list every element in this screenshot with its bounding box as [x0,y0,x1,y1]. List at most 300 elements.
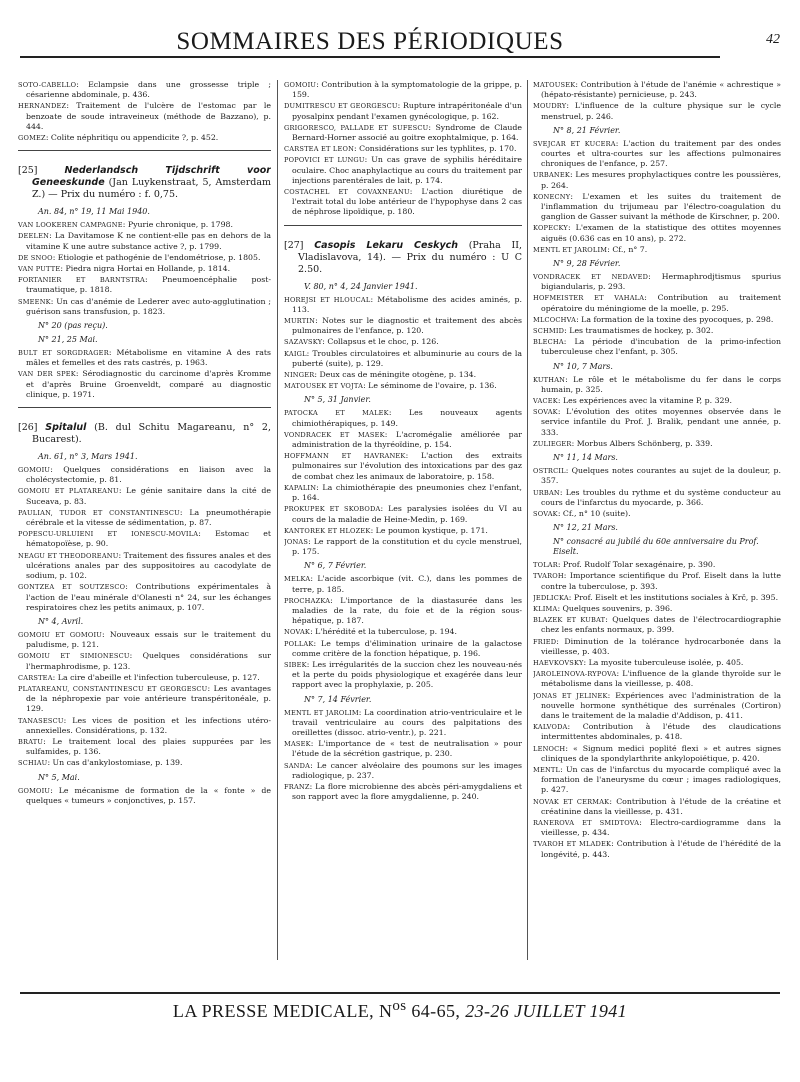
entry-authors: HAEVKOVSKY [533,658,584,667]
entry-authors: MENTL [533,765,561,774]
entry-authors: SCHIAU [18,759,48,768]
entry-authors: OSTRCIL [533,467,566,476]
entry-authors: PAULIAN, TUDOR ET CONSTANTINESCU [18,508,180,517]
article-entry [284,349,522,369]
entry-title: : Les irrégularités de la succion chez les nouveau-nés et la perte du poids physiologique et exagérée dans leur rapport avec la prophylaxie, p. 205. [292,659,522,690]
entry-authors: BLECHA [533,338,564,347]
entry-authors: KAPALIN [284,483,317,492]
article-entry [284,483,522,503]
entry-authors: VONDRACEK ET NEDAVED [533,273,649,282]
entry-authors: FRIED [533,637,557,646]
entry-title: : L'examen de la statistique des ottites moyennes aiguës (0.636 cas en 10 ans), p. 272. [541,223,781,243]
article-entry [284,101,522,121]
column-2 [284,80,522,803]
article-entry [284,316,522,336]
article-entry [533,615,781,635]
entry-authors: JONAS ET JELINEK [533,691,608,700]
entry-title: : La flore microbienne des abcès péri-amygdaliens et son rapport avec la flore amygdalienne, p. 240. [292,781,522,802]
entry-authors: MURTIN [284,317,316,326]
entry-authors: MATOUSEK ET VOJTA [284,382,364,391]
entry-title: : Troubles circulatoires et albuminurie au cours de la puberté (suite), p. 129. [292,348,522,368]
entry-authors: DEELEN [18,232,50,241]
article-entry [533,818,781,838]
entry-title: : Le séminome de l'ovaire, p. 136. [363,381,497,391]
entry-authors: HOFFMANN ET HAVRANEK [284,452,406,461]
article-entry [533,396,781,406]
article-entry [18,253,271,263]
article-entry [284,639,522,659]
column-3 [533,80,781,861]
article-entry [18,297,271,317]
entry-title: : Contributions expérimentales à l'action de l'eau minérale d'Olanesti n° 24, sur les échanges respiratoires chez les petits animaux, p. 107. [26,582,271,612]
entry-authors: VONDRACEK ET MASEK [284,430,385,439]
entry-title: : Un cas grave de syphilis héréditaire oculaire. Choc anaphylactique au cours du traitement par injections parentérales de lait, p. 174. [292,155,522,185]
entry-title: : Quelques considérations sur l'hermaphrodisme, p. 123. [26,651,271,671]
entry-title: : La pneumothérapie cérébrale et la vitesse de sédimentation, p. 87. [26,507,271,528]
entry-title: : L'évolution des otites moyennes observée dans le service infantile du Prof. J. Bralik, pendant une année, p. 333. [541,407,781,437]
entry-authors: GOMOIU [18,786,51,795]
entry-authors: GOMOIU [284,81,317,89]
entry-authors: COSTACHEL ET COVAXNEANU [284,188,410,197]
entry-authors: VACEK [533,397,558,406]
page-footer [20,992,780,1022]
entry-authors: SIBEK [284,660,307,669]
entry-authors: GOMOIU [18,466,51,475]
article-entry [533,509,781,519]
entry-authors: JEDLICKA [533,593,569,602]
entry-authors: GONTZEA ET SOUTZESCO [18,583,126,592]
article-entry [533,293,781,313]
article-entry [18,275,271,295]
entry-title: : Morbus Albers Schönberg, p. 339. [571,438,713,448]
article-entry [284,782,522,802]
entry-title: : Le temps d'élimination urinaire de la galactose comme critère de la fonction hépatique, p. 196. [292,638,522,658]
column-divider [527,80,528,960]
article-entry [533,571,781,591]
entry-title: : Les traumatismes de hockey, p. 302. [564,326,714,336]
article-entry [533,604,781,614]
entry-authors: POPESCU-URLUIENI ET IONESCU-MOVILA [18,530,199,539]
journal-name: Spitalul [45,422,87,434]
article-entry [18,786,271,806]
article-entry [18,508,271,528]
section-divider [284,225,522,226]
entry-authors: VAN PUTTE [18,265,61,274]
entry-title: : La période d'incubation de la primo-infection tuberculeuse chez l'enfant, p. 305. [541,337,781,357]
entry-title: : Les mesures prophylactiques contre les poussières, p. 264. [541,170,781,190]
entry-authors: TANASESCU [18,716,64,725]
article-entry [284,187,522,218]
footer-text [20,998,780,1022]
article-entry [18,101,271,132]
entry-title: : Prof. Rudolf Tolar sexagénaire, p. 390. [557,560,716,570]
entry-authors: SAZAVSKY [284,338,323,347]
entry-title: : L'hérédité et la tuberculose, p. 194. [310,627,457,637]
entry-title: : Etiologie et pathogénie de l'endométriose, p. 1805. [52,252,261,262]
entry-title: : Les expériences avec la vitamine P, p. 329. [557,396,732,406]
article-entry [18,369,271,400]
entry-title: : Le génie sanitaire dans la cité de Suceava, p. 83. [26,486,271,506]
article-entry [18,529,271,549]
entry-title: : Importance scientifique du Prof. Eiselt dans la lutte contre la tuberculose, p. 393. [541,571,781,591]
entry-authors: PROKUPEK ET SKOBODA [284,505,381,514]
article-entry [533,139,781,170]
section-divider [18,407,271,408]
article-entry [284,739,522,759]
issue-heading: N° 7, 14 Février. [304,694,372,704]
issue-heading: An. 61, n° 3, Mars 1941. [38,452,138,462]
journal-heading [18,165,271,201]
article-entry [18,348,271,368]
article-entry [18,716,271,736]
article-entry [533,669,781,689]
journal-name: Casopis Lekaru Ceskych [314,239,459,251]
entry-title: : L'importance de la diastasurée dans les maladies de la rate, du foie et de la région sous-hépatique, p. 187. [292,595,522,626]
entry-title: : Contribution à l'étude de la créatine et créatinine dans la vieillesse, p. 431. [541,796,781,816]
entry-title: : Les troubles du rythme et du système conducteur au cours de l'infarctus du myocarde, p. 366. [541,487,781,507]
columns-area [18,80,780,960]
article-entry [533,839,781,859]
entry-title: : Traitement des fissures anales et des ulcérations anales par des suppositoires au cacodylate de sodium, p. 102. [26,550,271,581]
entry-title: : Cf., n° 7. [607,244,648,254]
article-entry [18,220,271,230]
entry-title: : Piedra nigra Hortai en Hollande, p. 1814. [60,264,231,274]
entry-title: : Quelques considérations en liaison avec la cholécystectomie, p. 81. [26,465,271,485]
article-entry [533,223,781,243]
entry-authors: TVAROH [533,572,564,581]
article-entry [284,381,522,391]
page-title: SOMMAIRES DES PÉRIODIQUES [176,28,564,55]
footer-date: 23-26 JUILLET 1941 [465,1001,628,1021]
entry-title: : Considérations sur les typhlites, p. 170. [354,144,517,154]
entry-authors: FORTANIER ET BARNTSTRA [18,276,146,285]
article-entry [284,761,522,781]
entry-title: : Un cas d'ankylostomiase, p. 139. [47,758,183,768]
page-number: 42 [766,32,780,47]
entry-title: : La chimiothérapie des pneumonies chez l'enfant, p. 164. [292,482,522,503]
article-entry [533,488,781,508]
entry-title: : Contribution à l'étude des claudications intermittentes abdominales, p. 418. [541,722,781,742]
entry-authors: MOUDRY [533,102,567,111]
entry-title: : Expériences avec l'administration de la nouvelle hormone synthétique des surrénales (Cortiron) dans le traitement de la maladie d'Addison, p. 411. [541,690,781,720]
entry-authors: SOVAK [533,408,558,417]
journal-number: [26] [18,422,38,434]
journal-number: [27] [284,239,304,251]
entry-authors: CARSTEA ET LEON [284,145,355,154]
article-entry [284,526,522,536]
entry-title: : Contribution au traitement opératoire du méningiome de la moelle, p. 295. [541,293,781,313]
article-entry [533,101,781,121]
article-entry [284,451,522,482]
entry-title: : L'influence de la glande thyroïde sur le métabolisme dans la vieillesse, p. 408. [541,669,781,689]
entry-authors: JAROLEINOVA-RYPOVA [533,670,617,679]
issue-heading: N° 11, 14 Mars. [553,453,618,463]
issue-heading: N° 5, 31 Janvier. [304,395,371,405]
entry-title: : Cf., n° 10 (suite). [557,508,631,518]
article-entry [533,466,781,486]
issue-heading: V. 80, n° 4, 24 Janvier 1941. [304,281,418,291]
article-entry [533,658,781,668]
entry-title: : La cire d'abeille et l'infection tuberculeuse, p. 127. [52,672,260,682]
entry-title: : Les vices de position et les infections utéro-annexielles. Considérations, p. 132. [26,715,271,735]
article-entry [533,637,781,657]
column-divider [277,80,278,960]
entry-authors: VAN LOOKEREN CAMPAGNE [18,221,123,230]
entry-authors: JONAS [284,537,309,546]
issue-heading: N° 12, 21 Mars. [553,523,618,533]
issue-heading: N° 6, 7 Février. [304,561,367,571]
article-entry [284,408,522,428]
entry-title: : Quelques notes courantes au sujet de la douleur, p. 357. [541,466,781,486]
footer-issue-sup: os [392,998,407,1014]
entry-title: : Deux cas de méningite otogène, p. 134. [314,370,477,380]
entry-title: : L'acromégalie améliorée par administration de la thyréoïdine, p. 154. [292,429,522,450]
article-entry [533,560,781,570]
entry-title: : Pyurie chronique, p. 1798. [122,220,233,230]
entry-title: : La myosite tuberculeuse isolée, p. 405. [583,657,744,667]
article-entry [284,123,522,143]
article-entry [533,272,781,292]
entry-authors: URBAN [533,488,560,497]
issue-heading: N° 5, Mai. [38,772,80,782]
entry-authors: HOREJSI ET HLOUCAL [284,295,371,304]
entry-title: : Le cancer alvéolaire des poumons sur les images radiologique, p. 237. [292,760,522,780]
entry-authors: MENTL ET JAROLIM [533,245,608,254]
entry-title: : Nouveaux essais sur le traitement du paludisme, p. 121. [26,629,271,650]
entry-title: : « Signum medici poplité flexi » et autres signes cliniques de la spondylarthrite ankylopoiétique, p. 420. [541,743,781,763]
footer-publication: LA PRESSE MEDICALE, N [172,1001,393,1021]
entry-title: : Quelques souvenirs, p. 396. [557,603,673,613]
journal-details: (B. dul Schitu Magareanu, n° 2, Bucarest). [32,422,271,446]
entry-authors: KOPECKY [533,224,568,233]
entry-authors: ZULIEGER [533,439,572,448]
article-entry [18,264,271,274]
entry-authors: RANEROVA ET SMIDTOVA [533,818,640,827]
section-divider [18,150,271,151]
entry-authors: SMEENK [18,297,51,306]
entry-authors: CARSTEA [18,673,53,682]
journal-heading [18,422,271,446]
entry-title: : Hermaphrodjtismus spurius bigiandularis, p. 293. [541,272,781,292]
entry-authors: NINGER [284,371,315,380]
journal-number: [25] [18,165,38,177]
article-entry [533,439,781,449]
article-entry [533,326,781,336]
article-entry [18,630,271,650]
entry-title: : Contribution à l'étude de l'anémie « achrestique » (hépato-résistante) pernicieuse, p. 243. [541,80,781,100]
article-entry [533,691,781,722]
article-entry [533,375,781,395]
entry-authors: KLIMA [533,604,558,613]
article-entry [18,551,271,582]
article-entry [284,596,522,627]
article-entry [533,407,781,438]
article-entry [533,80,781,100]
entry-title: : Les avantages de la néphropexie par voie antérieure transpéritonéale, p. 129. [26,683,271,714]
entry-title: : L'action des extraits pulmonaires sur l'évolution des intoxications par des gaz de combat chez les animaux de laboratoire, p. 158. [292,451,522,481]
entry-authors: MLCOCHVA [533,315,577,324]
entry-authors: NEAGU ET THEODOREANU [18,551,119,560]
entry-authors: MASEK [284,740,311,749]
entry-authors: SCHMID [533,327,565,336]
entry-title: : Un cas de l'infarctus du myocarde compliqué avec la formation de l'aneurysme du cœur ; images radiologiques, p. 427. [541,764,781,795]
entry-authors: FRANZ [284,782,310,791]
entry-title: : Contribution à la symptomatologie de la grippe, p. 159. [292,80,522,100]
article-entry [18,684,271,715]
article-entry [284,337,522,347]
article-entry [284,155,522,186]
article-entry [533,797,781,817]
article-entry [284,660,522,691]
article-entry [18,673,271,683]
article-entry [284,504,522,524]
entry-title: : L'importance de « test de neutralisation » pour l'étude de la sécrétion gastrique, p. 230. [292,739,522,759]
article-entry [533,170,781,190]
entry-authors: TVAROH ET MLADEK [533,840,612,849]
entry-authors: VAN DER SPEK [18,370,76,379]
entry-title: : Le poumon kystique, p. 171. [370,525,488,535]
entry-authors: POPOVICI ET LUNGU [284,156,365,165]
article-entry [18,737,271,757]
entry-authors: SOTO-CABELLO [18,81,77,89]
entry-authors: MELKA [284,575,311,584]
journal-heading [284,240,522,276]
column-1 [18,80,271,807]
entry-authors: KANTOREK ET HLOZEK [284,526,371,535]
entry-authors: URBANEK [533,171,571,180]
entry-authors: MATOUSEK [533,81,576,89]
entry-title: : Colite néphritiqu ou appendicite ?, p. 452. [45,133,219,143]
entry-title: : Métabolisme des acides aminés, p. 113. [292,294,522,314]
article-entry [533,192,781,223]
article-entry [533,315,781,325]
article-entry [533,337,781,357]
entry-title: : La coordination atrio-ventriculaire et le travail ventriculaire au cours des palpitations des oreillettes (dissoc. atrio-ventr.), p. 221. [292,707,522,737]
entry-authors: HOFMEISTER ET VAHALA [533,294,645,303]
entry-title: : Le mécanisme de formation de la « fonte » de quelques « tumeurs » conjonctives, p. 157. [26,785,271,805]
entry-authors: NOVAK [284,628,311,637]
entry-title: : L'action du traitement par des ondes courtes et ultra-courtes sur les affections pulmonaires chroniques de l'enfance, p. 257. [541,138,781,169]
entry-title: : Syndrome de Claude Bernard-Horner associé au goitre exophtalmique, p. 164. [292,122,522,143]
entry-title: : Quelques dates de l'électrocardiographie chez les enfants normaux, p. 399. [541,615,781,635]
entry-authors: GOMOIU ET SIMIONESCU [18,652,130,661]
entry-title: : La formation de la toxine des pyocoques, p. 298. [576,314,774,324]
entry-title: : Les nouveaux agents chimiothérapiques, p. 149. [292,408,522,428]
issue-heading: An. 84, n° 19, 11 Mai 1940. [38,207,150,217]
article-entry [284,430,522,450]
entry-title: : Le traitement local des plaies suppurées par les sulfamides, p. 136. [26,736,271,757]
article-entry [284,537,522,557]
entry-title: : Notes sur le diagnostic et traitement des abcès pulmonaires de l'enfance, p. 120. [292,316,522,336]
entry-authors: BRATU [18,737,44,746]
entry-authors: PROCHAZKA [284,596,331,605]
entry-authors: GRIGORESCO, PALLADE ET SUFESCU [284,123,429,132]
entry-authors: KUTHAN [533,375,566,384]
entry-authors: PATOCKA ET MALEK [284,409,389,418]
entry-title: : Electro-cardiogramme dans la vieillesse, p. 434. [541,817,781,838]
entry-authors: DE SNOO [18,253,53,262]
journal-details: (Jan Luykenstraat, 5, Amsterdam Z.) — Prix du numéro : f. 0,75. [32,177,271,201]
entry-authors: POLLAK [284,639,314,648]
article-entry [18,80,271,100]
article-entry [284,708,522,739]
entry-title: : Pneumoencéphalie post-traumatique, p. 1818. [26,275,271,295]
article-entry [284,370,522,380]
issue-heading: N° 10, 7 Mars. [553,361,613,371]
issue-heading: N° 9, 28 Février. [553,259,621,269]
entry-title: : Rupture intrapéritonéale d'un pyosalpinx pendant l'examen gynécologique, p. 162. [292,101,522,121]
entry-title: : Diminution de la tolérance hydrocarbonée dans la vieillesse, p. 403. [541,636,781,656]
article-entry [18,231,271,251]
entry-authors: GOMEZ [18,134,46,143]
entry-title: : Le rôle et le métabolisme du fer dans le corps humain, p. 325. [541,374,781,394]
article-entry [18,465,271,485]
journal-name: Nederlandsch Tijdschrift voor Geneeskunde [32,165,271,189]
entry-title: : La Davitamose K ne contient-elle pas en dehors de la vitamine K une autre substance active ?, p. 1799. [26,231,271,251]
entry-title: : Les paralysies isolées du VI au cours de la maladie de Heine-Medin, p. 169. [292,504,522,524]
article-entry [533,722,781,742]
entry-authors: SVEJCAR ET KUCERA [533,139,616,148]
article-entry [284,627,522,637]
entry-authors: GOMOIU ET PLATAREANU [18,487,119,496]
entry-title: : Métabolisme en vitamine A des rats mâles et femelles et des rats castrés, p. 1963. [26,348,271,368]
article-entry [18,651,271,671]
issue-heading: N° 21, 25 Mai. [38,335,98,345]
entry-title: : Collapsus et le choc, p. 126. [322,337,439,347]
entry-authors: KALVODA [533,723,568,732]
entry-authors: KONECNY [533,192,571,201]
entry-title: : L'influence de la culture physique sur le cycle menstruel, p. 246. [541,101,781,121]
entry-title: : Un cas d'anémie de Lederer avec auto-agglutination ; guérison sans transfusion, p. 1823. [26,296,271,316]
issue-heading: N° 20 (pas reçu). [38,321,108,331]
article-entry [284,574,522,594]
issue-heading: N° 4, Avril. [38,616,84,626]
article-entry [533,245,781,255]
article-entry [284,295,522,315]
entry-title: : Eclampsie dans une grossesse triple ; césarienne abdominale, p. 436. [26,80,271,100]
entry-authors: KAIGL [284,349,307,358]
article-entry [18,582,271,613]
entry-title: : Traitement de l'ulcère de l'estomac par le benzoate de soude intraveineux (méthode de Bazzano), p. 444. [26,101,271,131]
article-entry [533,765,781,796]
entry-title: : Sérodiagnostic du carcinome d'après Kromme et d'après Bruine Groenveldt, comparé au diagnostic clinique, p. 1971. [26,369,271,399]
entry-authors: SANDA [284,761,311,770]
article-entry [284,80,522,100]
article-entry [18,133,271,143]
entry-authors: NOVAK ET CERMAK [533,797,610,806]
entry-authors: BLAZEK ET KUBAT [533,616,606,625]
article-entry [18,758,271,768]
footer-issue-numbers: 64-65, [406,1001,466,1021]
entry-title: : Le rapport de la constitution et du cycle menstruel, p. 175. [292,536,522,557]
article-entry [533,744,781,764]
entry-title: : L'action diurétique de l'extrait total du lobe antérieur de l'hypophyse dans 2 cas de néphrose lipoïdique, p. 180. [292,187,522,217]
article-entry [533,593,781,603]
issue-note: N° consacré au jubilé du 60e anniversaire du Prof. Eiselt. [553,537,759,557]
article-entry [284,144,522,154]
entry-authors: DUMITRESCU ET GEORGESCU [284,102,398,111]
entry-title: : L'examen et les suites du traitement de l'inflammation du trijumeau par l'électro-coagulation du ganglion de Gasser suivant la méthode de Kirschner, p. 200. [541,191,781,222]
entry-authors: LENOCH [533,744,566,753]
article-entry [18,486,271,506]
issue-heading: N° 8, 21 Février. [553,125,621,135]
entry-authors: TOLAR [533,561,558,570]
journal-details: (Praha II, Vladislavova, 14). — Prix du numéro : U C 2.50. [298,239,522,275]
entry-authors: GOMOIU ET GOMOIU [18,630,103,639]
entry-authors: PLATAREANU, CONSTANTINESCU ET GEORGESCU [18,684,208,693]
entry-title: : Contribution à l'étude de l'hérédité de la longévité, p. 443. [541,839,781,859]
entry-authors: MENTL ET JAROLIM [284,708,359,717]
